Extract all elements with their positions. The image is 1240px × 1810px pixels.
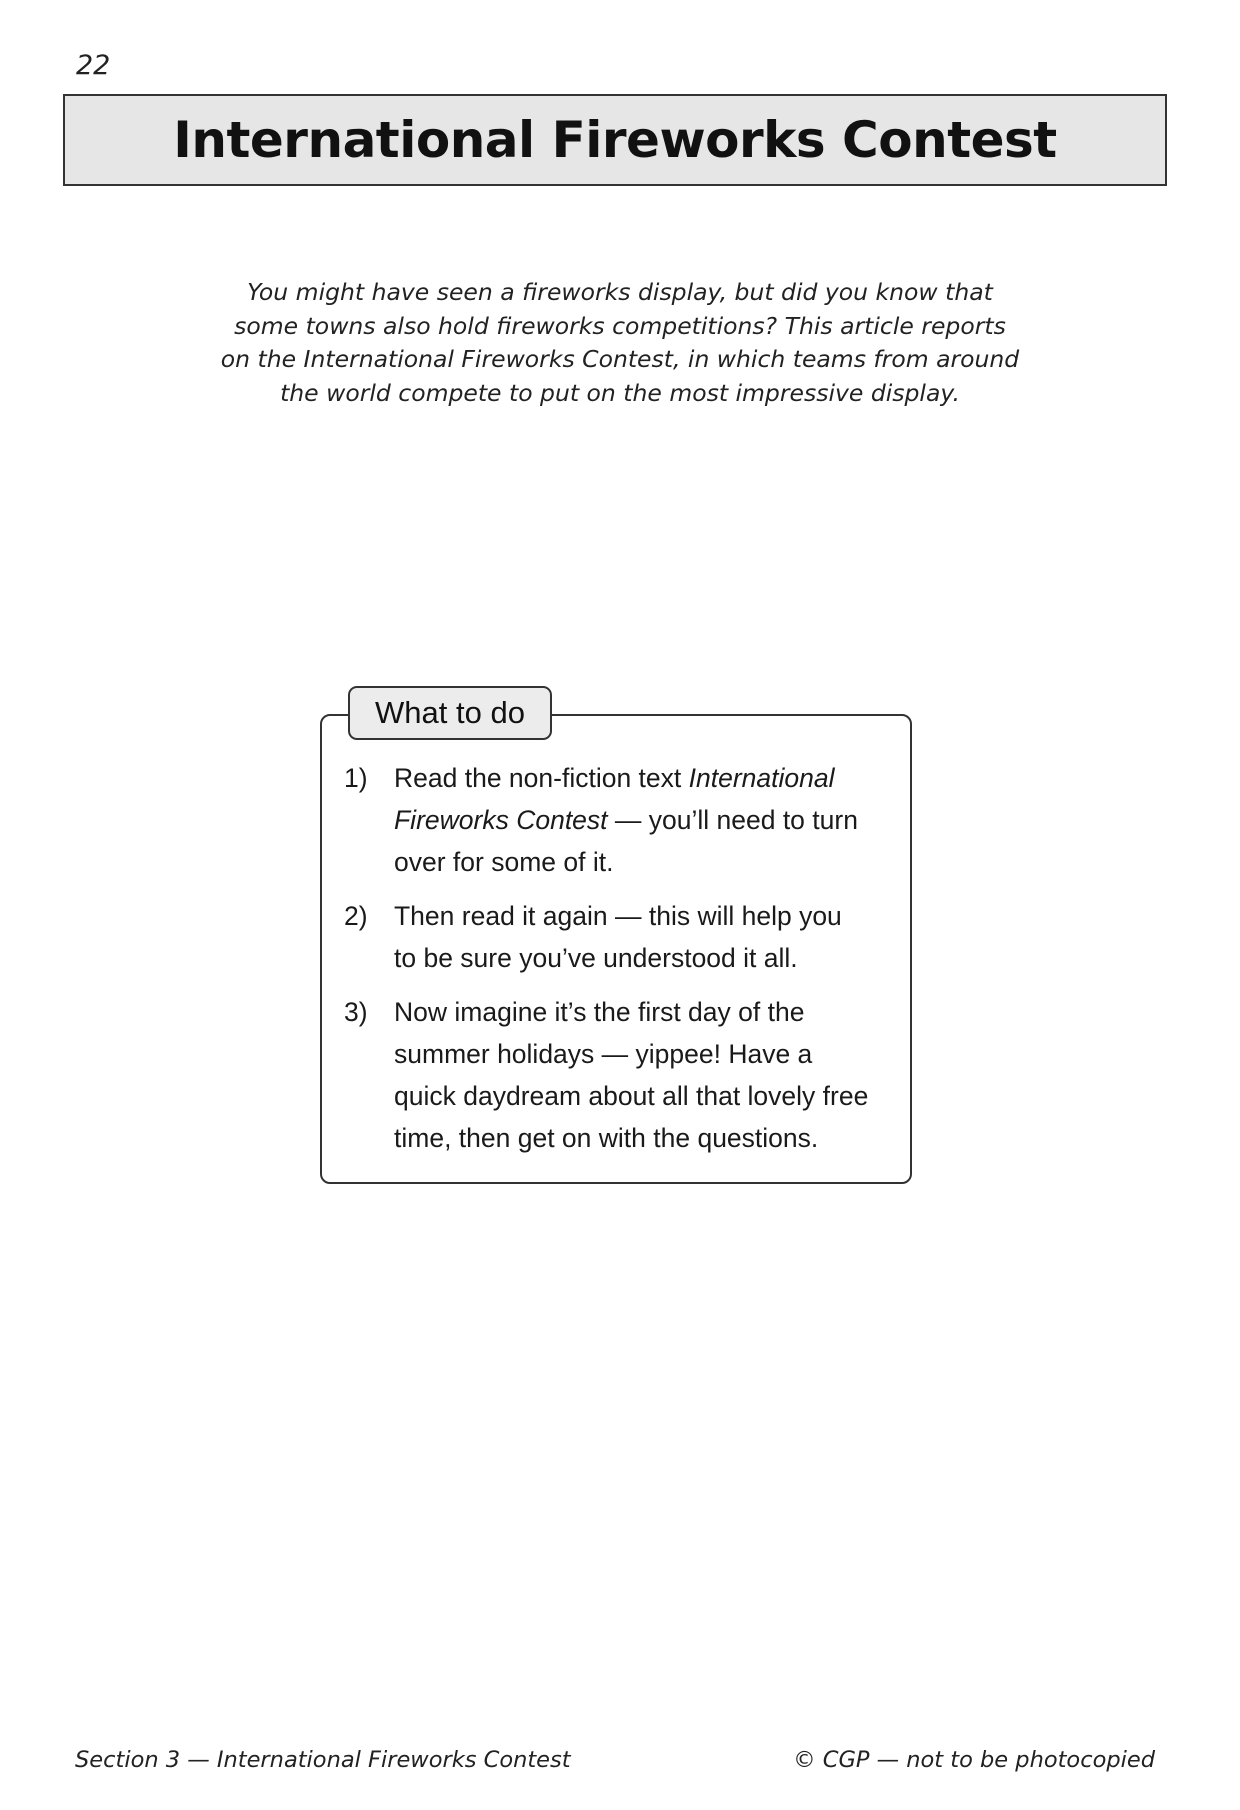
intro-line: on the International Fireworks Contest, in which teams from around <box>220 345 1020 373</box>
page-title: International Fireworks Contest <box>173 111 1057 169</box>
footer-copyright: © CGP — not to be photocopied <box>793 1747 1155 1773</box>
instruction-number: 2) <box>344 901 368 931</box>
instruction-line: over for some of it. <box>394 847 614 877</box>
instruction-item <box>344 757 904 883</box>
instruction-line: Now imagine it’s the first day of the <box>394 997 805 1027</box>
instruction-line: quick daydream about all that lovely free <box>394 1081 869 1111</box>
page-number: 22 <box>76 50 111 81</box>
instruction-line: Then read it again — this will help you <box>394 901 842 931</box>
title-banner <box>63 94 1167 186</box>
instruction-number: 1) <box>344 763 368 793</box>
instruction-text <box>394 991 904 1159</box>
book-title-text: Fireworks Contest <box>394 805 608 835</box>
footer-section-label: Section 3 — International Fireworks Contest <box>75 1747 571 1773</box>
intro-line: the world compete to put on the most impressive display. <box>280 378 960 407</box>
instruction-text <box>394 895 904 979</box>
instruction-line: time, then get on with the questions. <box>394 1123 819 1153</box>
instruction-item <box>344 991 904 1159</box>
instruction-line: summer holidays — yippee! Have a <box>394 1039 813 1069</box>
instruction-text-plain: Read the non-fiction text <box>394 763 689 793</box>
instruction-text-plain: — you’ll need to turn <box>607 805 858 835</box>
instruction-line <box>394 757 904 799</box>
intro-line: You might have seen a fireworks display, but did you know that <box>247 278 993 306</box>
instruction-line: to be sure you’ve understood it all. <box>394 943 798 973</box>
instruction-text <box>394 757 904 883</box>
instruction-item <box>344 895 904 979</box>
instruction-number: 3) <box>344 997 368 1027</box>
instructions-heading: What to do <box>348 686 552 740</box>
intro-line: some towns also hold fireworks competitions? This article reports <box>234 311 1006 340</box>
instruction-line <box>394 799 904 841</box>
instructions-list <box>344 757 904 1171</box>
intro-paragraph <box>200 276 1040 410</box>
book-title-text: International <box>688 763 835 793</box>
